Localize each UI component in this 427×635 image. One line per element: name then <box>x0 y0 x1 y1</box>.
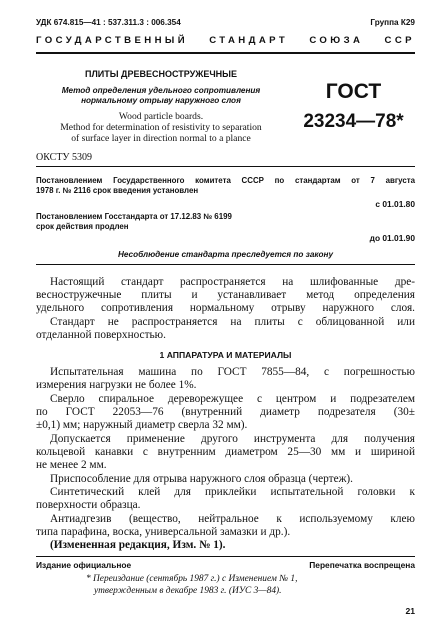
decree2-date: до 01.01.90 <box>369 233 415 243</box>
header-rule <box>36 52 415 54</box>
intro-p1-line1: Настоящий стандарт распространяется на шлифованные дре- <box>50 276 415 288</box>
gost-number: 23234—78* <box>303 111 404 132</box>
method-title-line1: Метод определения удельного сопротивления <box>61 86 261 95</box>
decree2-line1: Постановлением Госстандарта от 17.12.83 № 6199 <box>36 212 232 221</box>
republication-note-line2: утвержденным в декабре 1983 г. (ИУС 3—84). <box>94 586 282 596</box>
item1-line2: измерения нагрузки не более 1%. <box>36 379 197 391</box>
item2-line1: Сверло спиральное дереворежущее с центром и подрезателем <box>50 393 415 405</box>
item5-line1: Синтетический клей для приклейки испытательной головки к <box>50 486 415 498</box>
state-standard-banner: ГОСУДАРСТВЕННЫЙ СТАНДАРТ СОЮЗА ССР <box>36 35 415 46</box>
reprint-prohibited: Перепечатка воспрещена <box>309 560 415 570</box>
decree1-line1: Постановлением Государственного комитета СССР по стандартам от 7 августа <box>36 176 415 185</box>
english-title-line2: Method for determination of resistivity to separation <box>60 122 262 133</box>
intro-p2-line1: Стандарт не распространяется на плиты с облицованной или <box>50 316 415 328</box>
english-title-line3: of surface layer in direction normal to a plance <box>71 133 251 144</box>
decree2-line2: срок действия продлен <box>36 222 129 231</box>
footer-rule <box>36 556 415 557</box>
gost-label: ГОСТ <box>325 80 382 103</box>
decrees-rule <box>36 264 415 265</box>
intro-p1-line3: удельного сопротивления нормальному отрыву наружного слоя. <box>36 302 415 314</box>
method-title-line2: нормальному отрыву наружного слоя <box>81 96 241 105</box>
item3-line2: кольцевой канавки с внутренним диаметром 25—30 мм и шириной <box>36 446 415 458</box>
title-rule <box>36 166 415 167</box>
intro-p1-line2: весностружечные плиты и устанавливает метод определения <box>36 289 415 301</box>
intro-p2-line2: отделанной поверхностью. <box>36 329 166 341</box>
amendment-note: (Измененная редакция, Изм. № 1). <box>50 539 226 551</box>
item5-line2: поверхности образца. <box>36 499 141 511</box>
page-number: 21 <box>405 606 415 616</box>
item2-line3: ±0,1) мм; наружный диаметр сверла 32 мм). <box>36 419 248 431</box>
group-code: Группа К29 <box>370 18 415 27</box>
english-title-line1: Wood particle boards. <box>118 111 204 122</box>
official-edition: Издание официальное <box>36 560 132 570</box>
legal-warning: Несоблюдение стандарта преследуется по закону <box>117 250 334 259</box>
section1-heading: 1 АППАРАТУРА И МАТЕРИАЛЫ <box>159 350 292 360</box>
decree1-date: с 01.01.80 <box>375 199 415 209</box>
item4-line1: Приспособление для отрыва наружного слоя образца (чертеж). <box>50 473 353 485</box>
item1-line1: Испытательная машина по ГОСТ 7855—84, с погрешностью <box>50 366 415 378</box>
item6-line1: Антиадгезив (вещество, нейтральное к используемому клею <box>50 513 415 525</box>
item2-line2: по ГОСТ 22053—76 (внутренний диаметр подрезателя (30± <box>36 406 415 418</box>
item6-line2: типа парафина, воска, универсальной замазки и др.). <box>36 526 291 538</box>
okstu-code: ОКСТУ 5309 <box>36 152 93 163</box>
republication-note-line1: * Переиздание (сентябрь 1987 г.) с Изменением № 1, <box>86 574 298 584</box>
udk-code: УДК 674.815—41 : 537.311.3 : 006.354 <box>36 18 181 27</box>
item3-line3: не менее 2 мм. <box>36 459 107 471</box>
document-title: ПЛИТЫ ДРЕВЕСНОСТРУЖЕЧНЫЕ <box>84 69 237 79</box>
item3-line1: Допускается применение другого инструмента для получения <box>50 433 415 445</box>
decree1-line2: 1978 г. № 2116 срок введения установлен <box>36 186 199 195</box>
